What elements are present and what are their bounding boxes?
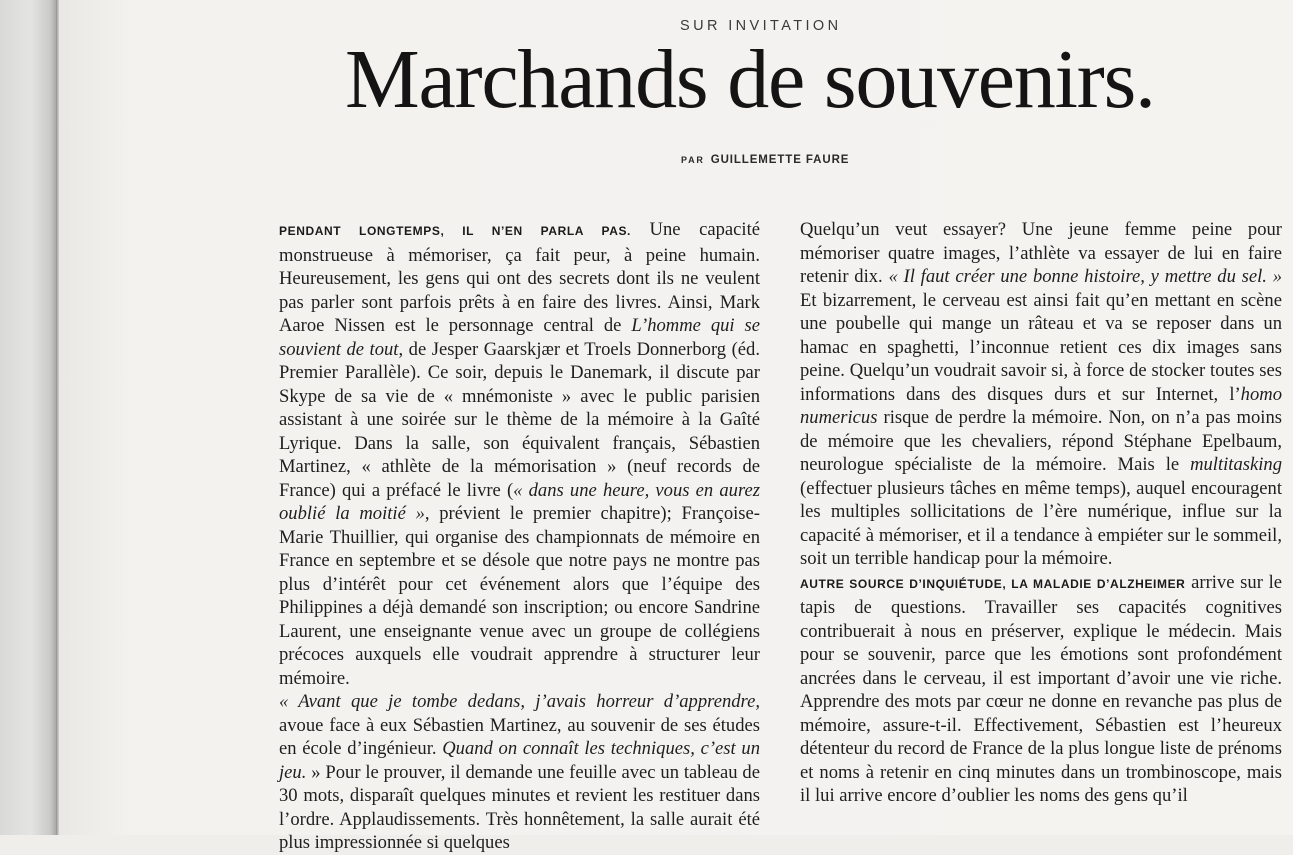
- text-run: » Pour le prouver, il demande une feuille avec un tableau de 30 mots, disparaît quelques minutes et revient les restituer dans l’ordre. Applaudissements. Très honnêtement, la salle aurait été plus impressionnée si quelques: [279, 761, 760, 853]
- quote: « dans une heure, vous en aurez oublié la moitié »: [279, 479, 760, 524]
- text-run: , prévient le premier chapitre); Françoise-Marie Thuillier, qui organise des championnats de mémoire en France en septembre et se désole que notre pays ne montre pas plus d’intérêt pour cet événement alors que l’équipe des Philippines a déjà demandé son inscription; ou encore Sandrine Laurent, une enseignante venue avec un groupe de collégiens précoces auxquels elle voudrait apprendre à structurer leur mémoire.: [279, 503, 760, 689]
- section-kicker: SUR INVITATION: [680, 18, 842, 34]
- text-run: avoue face à eux Sébastien Martinez, au souvenir de ses études en école d’ingénieur.: [279, 714, 760, 759]
- paragraph: [279, 690, 760, 855]
- paragraph: [800, 218, 1282, 571]
- text-run: arrive sur le tapis de questions. Travailler ses capacités cognitives contribuerait à nous en préserver, explique le médecin. Mais pour se souvenir, parce que les émotions sont profondément ancrées dans le cerveau, il est important d’avoir une vie riche. Apprendre des mots par cœur ne donne en revanche pas plus de mémoire, assure-t-il. Effectivement, Sébastien est l’heureux détenteur du record de France de la plus longue liste de prénoms et noms à retenir en cinq minutes dans un trombinoscope, mais il lui arrive encore d’oublier les noms des gens qu’il: [800, 571, 1282, 806]
- text-run: (effectuer plusieurs tâches en même temps), auquel encouragent les multiples sollicitations de l’ère numérique, influe sur la capacité à mémoriser, et il a tendance à empiéter sur le sommeil, soit un terrible handicap pour la mémoire.: [800, 477, 1282, 569]
- quote: « Avant que je tombe dedans, j’avais horreur d’apprendre,: [279, 691, 760, 712]
- article-title: Marchands de souvenirs.: [345, 33, 1155, 126]
- paragraph-lead: PENDANT LONGTEMPS, IL N’EN PARLA PAS.: [279, 224, 631, 238]
- text-run: , de Jesper Gaarskjær et Troels Donnerborg (éd. Premier Parallèle). Ce soir, depuis le Danemark, il discute par Skype de sa vie de « mnémoniste » avec le public parisien assistant à une soirée sur le thème de la mémoire à la Gaîté Lyrique. Dans la salle, son équivalent français, Sébastien Martinez, « athlète de la mémorisation » (neuf records de France) qui a préfacé le livre (: [279, 338, 760, 501]
- author-name: GUILLEMETTE FAURE: [710, 154, 850, 166]
- byline-prefix: PAR: [681, 155, 705, 165]
- term: homo numericus: [800, 383, 1282, 428]
- quote: Quand on connaît les techniques, c’est un jeu.: [279, 738, 760, 783]
- page-gutter: [0, 0, 56, 835]
- paragraph-lead: AUTRE SOURCE D’INQUIÉTUDE, LA MALADIE D’ALZHEIMER: [800, 576, 1186, 591]
- text-run: risque de perdre la mémoire. Non, on n’a pas moins de mémoire que les chevaliers, répond Stéphane Epelbaum, neurologue spécialiste de la mémoire. Mais le: [800, 407, 1282, 475]
- byline: [681, 150, 849, 168]
- text-run: Une capacité monstrueuse à mémoriser, ça fait peur, à peine humain. Heureusement, les gens qui ont des secrets dont ils ne veulent pas parler sont parfois prêts à en faire des livres. Ainsi, Mark Aaroe Nissen est le personnage central de: [279, 219, 760, 336]
- paragraph: [800, 571, 1282, 808]
- term: multitasking: [1190, 454, 1282, 475]
- article-column-left: [279, 218, 760, 855]
- article-column-right: [800, 218, 1282, 808]
- book-title: L’homme qui se souvient de tout: [279, 315, 760, 360]
- text-run: Quelqu’un veut essayer? Une jeune femme peine pour mémoriser quatre images, l’athlète va essayer de lui en faire retenir dix.: [800, 219, 1282, 287]
- quote: « Il faut créer une bonne histoire, y mettre du sel. »: [888, 266, 1283, 287]
- paragraph: [279, 218, 760, 690]
- text-run: Et bizarrement, le cerveau est ainsi fait qu’en mettant en scène une poubelle qui mange un râteau et va se reposer dans un hamac en spaghetti, l’inconnue retient ces dix images sans peine. Quelqu’un voudrait savoir si, à force de stocker toutes ses informations dans des disques durs et sur Internet, l’: [800, 289, 1282, 405]
